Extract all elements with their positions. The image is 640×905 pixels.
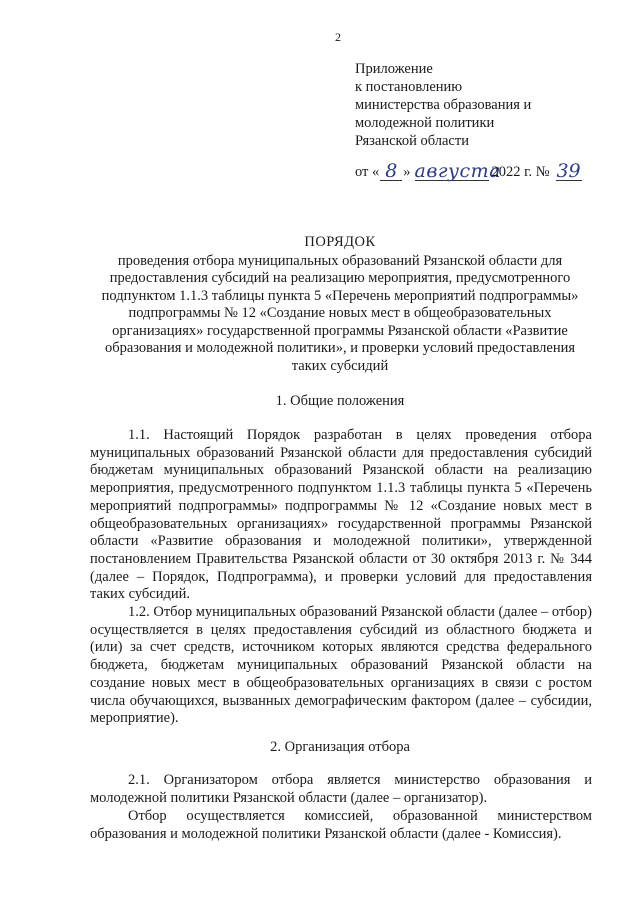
paragraph-1-2: 1.2. Отбор муниципальных образований Рязанской области (далее – отбор) осуществляется в целях предоставления субсидий из областного бюджета и (или) за счет средств, источником которых являются средства федерального бюджета, бюджетам муниципальных образований Рязанской области на создание новых мест в общеобразовательных организациях в связи с ростом числа обучающихся, вызванных демографическим фактором (далее – субсидии, мероприятие). — [90, 604, 592, 727]
paragraph-2-1: 2.1. Организатором отбора является министерство образования и молодежной политики Рязанской области (далее – организатор). — [90, 772, 592, 806]
document-subtitle: проведения отбора муниципальных образований Рязанской области для предоставления субсидий на реализацию мероприятия, предусмотренного подпунктом 1.1.3 таблицы пункта 5 «Перечень мероприятий подпрограммы» подпрограммы № 12 «Создание новых мест в общеобразовательных организациях» государственной программы Рязанской области «Развитие образования и молодежной политики», и проверки условий предоставления таких субсидий — [101, 252, 579, 374]
handwritten-number: 39 — [556, 160, 581, 182]
appendix-line: Приложение — [355, 61, 433, 77]
page-number: 2 — [335, 30, 341, 44]
date-quote-close: » — [403, 164, 411, 180]
appendix-line: к постановлению — [355, 79, 463, 95]
paragraph-1-1: 1.1. Настоящий Порядок разработан в целях проведения отбора муниципальных образований Рязанской области для предоставления субсидий бюджетам муниципальных образований Рязанской области на реализацию мероприятия, предусмотренного подпунктом 1.1.3 таблицы пункта 5 «Перечень мероприятий подпрограммы» подпрограммы № 12 «Создание новых мест в общеобразовательных организациях» государственной программы Рязанской области «Развитие образования и молодежной политики», утвержденной постановлением Правительства Рязанской области от 30 октября 2013 г. № 344 (далее – Порядок, Подпрограмма), и проверки условий для предоставления таких субсидий. — [90, 427, 592, 603]
handwritten-day: 8 — [380, 162, 402, 181]
date-year-text: 2022 г. № — [491, 164, 550, 180]
date-prefix: от « — [355, 164, 380, 180]
document-title-block — [90, 234, 590, 375]
section-heading-organization: 2. Организация отбора — [270, 739, 410, 755]
section-heading-general: 1. Общие положения — [275, 393, 405, 409]
paragraph-2-1-continued: Отбор осуществляется комиссией, образованной министерством образования и молодежной политики Рязанской области (далее - Комиссия). — [90, 808, 592, 842]
document-title: ПОРЯДОК — [304, 234, 376, 250]
date-line — [355, 162, 582, 181]
handwritten-month: августа — [414, 160, 502, 182]
appendix-line: Рязанской области — [355, 133, 469, 149]
appendix-line: молодежной политики — [355, 115, 495, 131]
appendix-line: министерства образования и — [355, 97, 532, 113]
appendix-block — [355, 60, 625, 150]
